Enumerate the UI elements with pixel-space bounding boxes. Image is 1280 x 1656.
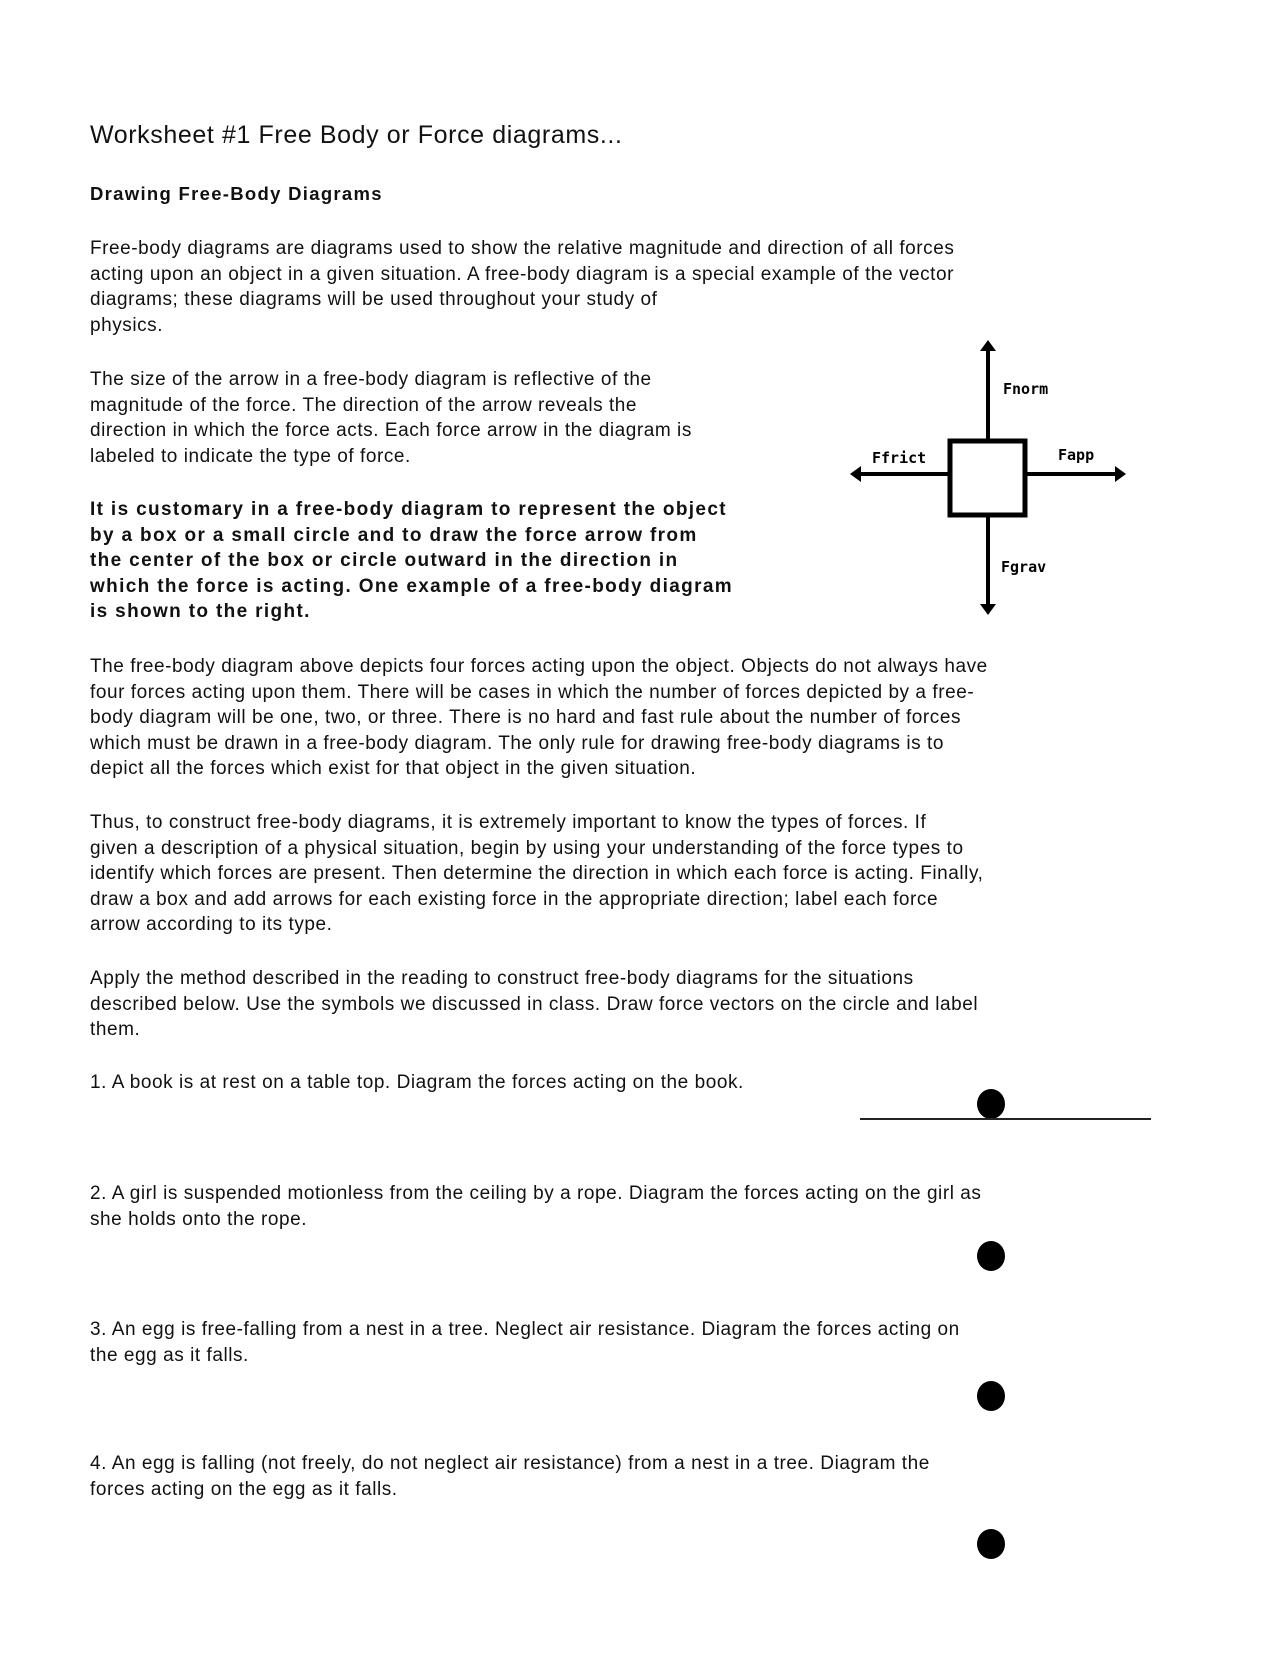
- text-line: diagrams; these diagrams will be used throughout your study of: [90, 289, 658, 310]
- force-arrow-up-icon: [980, 340, 996, 439]
- construct-paragraph: [90, 810, 983, 938]
- label-fgrav: Fgrav: [1001, 558, 1047, 576]
- arrow-size-paragraph: [90, 367, 692, 469]
- text-line: physics.: [90, 314, 164, 336]
- text-line: The free-body diagram above depicts four forces acting upon the object. Objects do not always have: [90, 656, 988, 677]
- text-line: direction in which the force acts. Each force arrow in the diagram is: [90, 420, 692, 441]
- question-text: forces acting on the egg as it falls.: [90, 1478, 398, 1500]
- force-arrow-right-icon: [1027, 466, 1126, 482]
- text-line: It is customary in a free-body diagram to represent the object: [90, 499, 727, 520]
- text-line: which the force is acting. One example of a free-body diagram: [90, 575, 733, 597]
- question-3: [90, 1317, 960, 1368]
- text-line: given a description of a physical situation, begin by using your understanding of the force types to: [90, 837, 964, 859]
- example-free-body-diagram: [840, 330, 1140, 630]
- question-4: [90, 1451, 930, 1502]
- text-line: Thus, to construct free-body diagrams, it is extremely important to know the types of forces. If: [90, 812, 927, 833]
- text-line: The size of the arrow in a free-body diagram is reflective of the: [90, 369, 652, 390]
- label-fapp: Fapp: [1058, 446, 1095, 464]
- label-fnorm: Fnorm: [1003, 380, 1049, 398]
- text-line: body diagram will be one, two, or three. There is no hard and fast rule about the number of forces: [90, 707, 962, 728]
- section-heading: Drawing Free-Body Diagrams: [90, 183, 383, 204]
- question-text: 3. An egg is free-falling from a nest in a tree. Neglect air resistance. Diagram the forces acting on: [90, 1319, 960, 1340]
- text-line: depict all the forces which exist for that object in the given situation.: [90, 758, 697, 779]
- label-ffrict: Ffrict: [872, 449, 927, 467]
- text-line: which must be drawn in a free-body diagram. The only rule for drawing free-body diagrams is to: [90, 732, 944, 754]
- text-line: four forces acting upon them. There will be cases in which the number of forces depicted by a free-: [90, 681, 975, 703]
- customary-paragraph: [90, 497, 733, 625]
- page-title: Worksheet #1 Free Body or Force diagrams...: [90, 121, 623, 149]
- question-text: she holds onto the rope.: [90, 1208, 308, 1230]
- object-circle-icon: [977, 1241, 1005, 1271]
- text-line: Free-body diagrams are diagrams used to show the relative magnitude and direction of all forces: [90, 238, 955, 259]
- apply-paragraph: [90, 966, 978, 1043]
- text-line: identify which forces are present. Then determine the direction in which each force is acting. Finally,: [90, 863, 984, 884]
- question-text: 4. An egg is falling (not freely, do not neglect air resistance) from a nest in a tree. Diagram the: [90, 1453, 930, 1474]
- table-top-line: [860, 1118, 1151, 1120]
- object-circle-icon: [977, 1089, 1005, 1119]
- question-1: [90, 1070, 744, 1096]
- question-2: [90, 1181, 981, 1232]
- text-line: the center of the box or circle outward in the direction in: [90, 550, 679, 571]
- text-line: acting upon an object in a given situation. A free-body diagram is a special example of the vector: [90, 263, 954, 285]
- text-line: is shown to the right.: [90, 601, 311, 622]
- intro-paragraph: [90, 236, 954, 338]
- four-forces-paragraph: [90, 654, 988, 782]
- object-box: [950, 441, 1025, 515]
- text-line: Apply the method described in the reading to construct free-body diagrams for the situations: [90, 968, 914, 989]
- question-text: 1. A book is at rest on a table top. Diagram the forces acting on the book.: [90, 1072, 744, 1093]
- text-line: described below. Use the symbols we discussed in class. Draw force vectors on the circle and label: [90, 993, 979, 1015]
- object-circle-icon: [977, 1381, 1005, 1411]
- object-circle-icon: [977, 1529, 1005, 1559]
- text-line: them.: [90, 1019, 141, 1040]
- text-line: arrow according to its type.: [90, 914, 333, 935]
- force-arrow-down-icon: [980, 517, 996, 615]
- question-text: the egg as it falls.: [90, 1344, 249, 1366]
- text-line: labeled to indicate the type of force.: [90, 445, 411, 467]
- text-line: by a box or a small circle and to draw the force arrow from: [90, 524, 698, 546]
- text-line: draw a box and add arrows for each existing force in the appropriate direction; label each force: [90, 888, 939, 910]
- text-line: magnitude of the force. The direction of the arrow reveals the: [90, 394, 638, 416]
- force-arrow-left-icon: [850, 466, 948, 482]
- question-text: 2. A girl is suspended motionless from the ceiling by a rope. Diagram the forces acting on the girl as: [90, 1183, 982, 1204]
